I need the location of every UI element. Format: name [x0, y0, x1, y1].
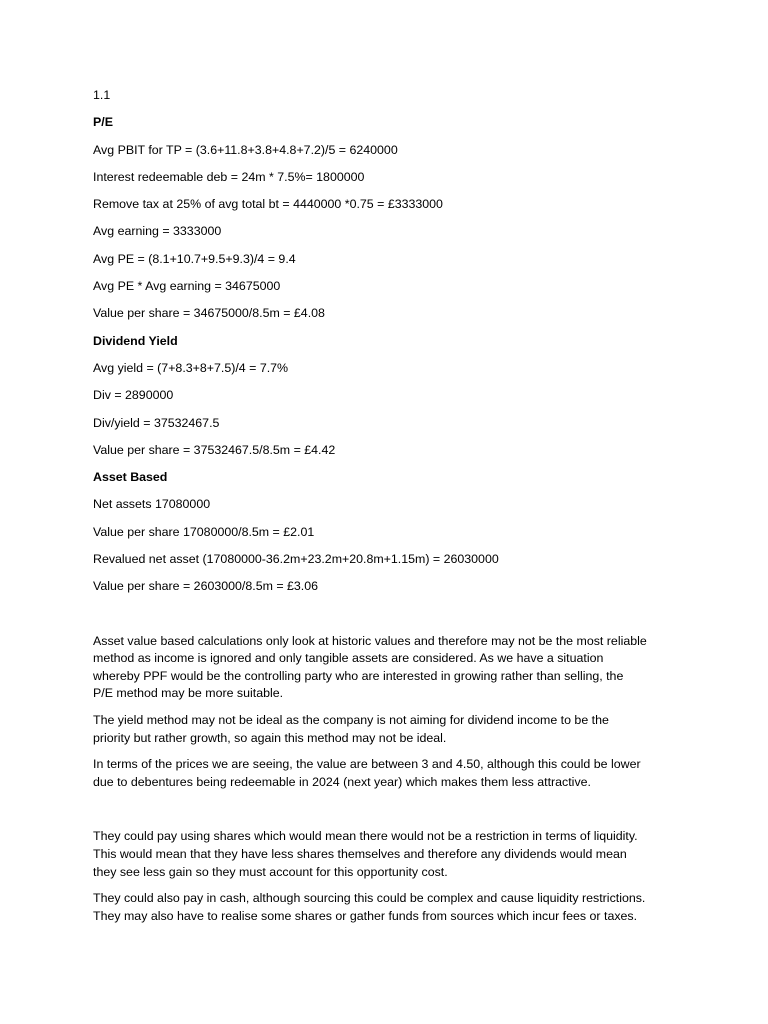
spacer	[93, 606, 693, 633]
pe-line: Avg PE * Avg earning = 34675000	[93, 279, 281, 294]
asset-line: Value per share 17080000/8.5m = £2.01	[93, 524, 315, 539]
paragraph-line: The yield method may not be ideal as the company is not aiming for dividend income to be the	[93, 713, 609, 728]
payment-paragraph	[93, 828, 693, 881]
pe-line: Avg PE = (8.1+10.7+9.5+9.3)/4 = 9.4	[93, 251, 296, 266]
paragraph-line: They could pay using shares which would mean there would not be a restriction in terms of liquidity.	[93, 829, 638, 844]
discussion-paragraph	[93, 712, 693, 747]
paragraph-line: they see less gain so they must account for this opportunity cost.	[93, 864, 448, 879]
dividend-line: Div/yield = 37532467.5	[93, 415, 220, 430]
dividend-line: Div = 2890000	[93, 388, 174, 403]
dividend-line: Avg yield = (7+8.3+8+7.5)/4 = 7.7%	[93, 360, 289, 375]
paragraph-line: due to debentures being redeemable in 2024 (next year) which makes them less attractive.	[93, 774, 591, 789]
discussion-paragraph	[93, 756, 693, 791]
spacer	[93, 791, 693, 828]
asset-line: Value per share = 2603000/8.5m = £3.06	[93, 579, 319, 594]
paragraph-line: priority but rather growth, so again this method may not be ideal.	[93, 730, 447, 745]
paragraph-line: whereby PPF would be the controlling party who are interested in growing rather than selling, the	[93, 668, 624, 683]
asset-heading: Asset Based	[93, 470, 168, 485]
pe-line: Interest redeemable deb = 24m * 7.5%= 1800000	[93, 169, 365, 184]
paragraph-line: Asset value based calculations only look at historic values and therefore may not be the most reliable	[93, 633, 647, 648]
payment-paragraph	[93, 890, 693, 925]
section-number: 1.1	[93, 88, 111, 102]
dividend-line: Value per share = 37532467.5/8.5m = £4.42	[93, 442, 336, 457]
spacer	[93, 747, 693, 756]
asset-line: Net assets 17080000	[93, 497, 211, 512]
pe-line: Avg earning = 3333000	[93, 224, 222, 239]
paragraph-line: P/E method may be more suitable.	[93, 686, 284, 701]
pe-line: Remove tax at 25% of avg total bt = 4440000 *0.75 = £3333000	[93, 197, 443, 212]
pe-heading: P/E	[93, 115, 113, 130]
paragraph-line: In terms of the prices we are seeing, the value are between 3 and 4.50, although this could be lower	[93, 757, 641, 772]
spacer	[93, 703, 693, 712]
pe-line: Value per share = 34675000/8.5m = £4.08	[93, 306, 325, 321]
paragraph-line: This would mean that they have less shares themselves and therefore any dividends would mean	[93, 846, 627, 861]
paragraph-line: They could also pay in cash, although sourcing this could be complex and cause liquidity restrictions.	[93, 891, 646, 906]
pe-line: Avg PBIT for TP = (3.6+11.8+3.8+4.8+7.2)/5 = 6240000	[93, 142, 398, 157]
paragraph-line: They may also have to realise some shares or gather funds from sources which incur fees or taxes.	[93, 908, 638, 923]
discussion-paragraph	[93, 633, 693, 703]
paragraph-line: method as income is ignored and only tangible assets are considered. As we have a situation	[93, 651, 604, 666]
document-page	[93, 87, 693, 925]
dividend-heading: Dividend Yield	[93, 333, 178, 348]
asset-line: Revalued net asset (17080000-36.2m+23.2m+20.8m+1.15m) = 26030000	[93, 552, 499, 567]
spacer	[93, 881, 693, 890]
